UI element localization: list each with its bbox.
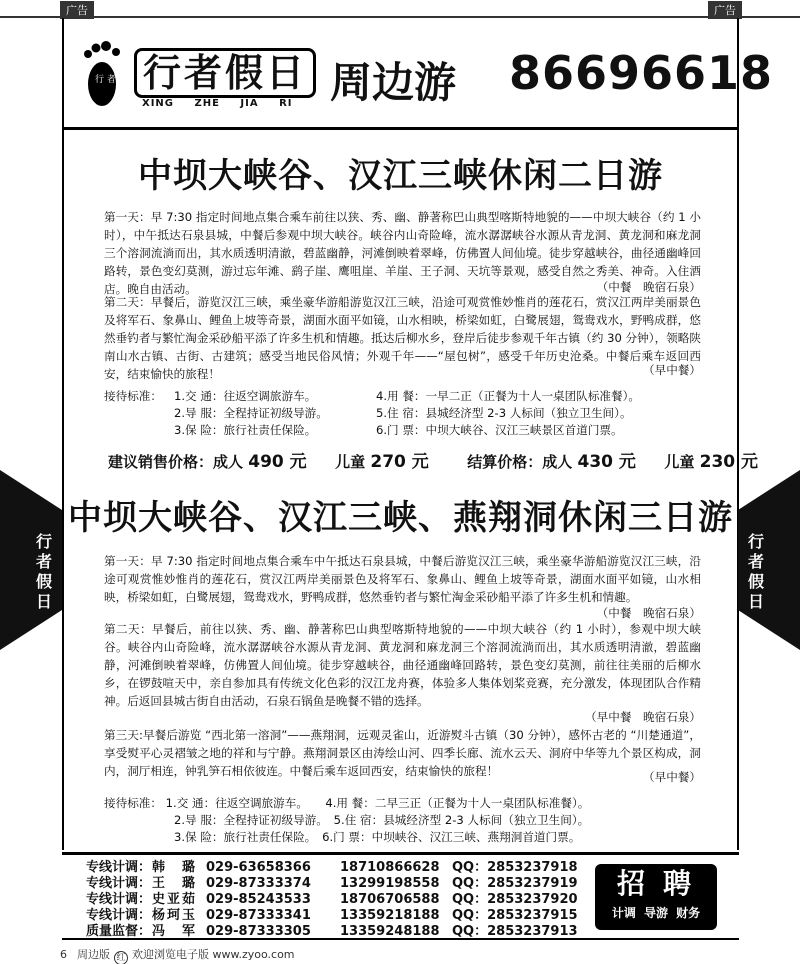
logo-name: 行者假日 [134, 48, 316, 98]
side-tag-left [0, 470, 62, 650]
tour1-day2 [104, 293, 701, 379]
tour2-day3-text: 第三天:早餐后游览 “西北第一溶洞”——燕翔洞，远观灵雀山，近游熨斗古镇（30 分钟），感怀古老的 “川楚通道”，享受熨平心灵褶皱之地的祥和与宁静。燕翔洞景区由涛绘山河、四季长廊、流水云天、洞府中华等九个景区构成，洞内，洞厅相连，钟乳笋石相依彼连。中餐后乘车返回西安，结束愉快的旅程！ [104, 728, 701, 778]
ad-header [62, 18, 774, 130]
tour2-std-item: 1.交 通：往返空调旅游车。 4.用 餐：二早三正（正餐为十人一桌团队标准餐）。 [165, 796, 590, 810]
contact-qq[interactable]: QQ：2853237920 [452, 892, 578, 907]
contact-tel[interactable]: 029-87333305 [206, 924, 311, 939]
contact-mobile[interactable]: 18710866628 [340, 860, 440, 875]
contact-qq[interactable]: QQ：2853237913 [452, 924, 578, 939]
tour2-standards [104, 795, 589, 846]
contact-tel[interactable]: 029-85243533 [206, 892, 311, 907]
contact-row [86, 908, 578, 924]
tour1-std-item: 2.导 服：全程持证初级导游。 [174, 406, 328, 420]
tour2-title: 中坝大峡谷、汉江三峡、燕翔洞休闲三日游 [68, 498, 733, 538]
contact-label: 专线计调： [86, 860, 152, 875]
tour1-standards [104, 388, 704, 440]
tour2-day1 [104, 552, 701, 622]
recruit-positions: 计调 导游 财务 [611, 906, 701, 920]
tour2-std-item: 3.保 险：旅行社责任保险。 6.门 票：中坝峡谷、汉江三峡、燕翔洞首道门票。 [174, 830, 581, 844]
contact-mobile[interactable]: 18706706588 [340, 892, 440, 907]
tour2-day1-meal: （中餐 晚宿石泉） [596, 606, 701, 620]
ad-label-right: 广告 [708, 1, 742, 19]
settle-adult-price: 430 元 [577, 452, 636, 472]
recruit-badge [595, 864, 717, 930]
contact-mobile[interactable]: 13299198558 [340, 876, 440, 891]
side-tag-left-text: 行者假日 [35, 532, 52, 611]
tour1-std-item: 1.交 通：往返空调旅游车。 [174, 389, 317, 403]
tour2-std-item: 2.导 服：全程持证初级导游。 5.住 宿：县城经济型 2-3 人标间（独立卫生间）。 [174, 813, 590, 827]
tour2-day2-text: 第二天：早餐后，前往以狭、秀、幽、静著称巴山典型喀斯特地貌的——中坝大峡谷（约 1 小时），参观中坝大峡谷。峡谷内山奇险峰，流水潺潺峡谷水源从青龙洞、黄龙洞和麻龙洞三个溶洞流淌而出，其水质透明清澈，碧蓝幽静，河滩倒映着翠峰，仿佛置人间仙境。徒步穿越峡谷，曲径通幽峰回路转，景色变幻莫测，前往往美丽的后柳水乡，在锣鼓喧天中，亲自参加具有传统文化色彩的汉江龙舟赛，体验多人集体划桨竞赛，充分激发，体现团队合作精神。后返回县城古街自由活动，石泉石锅鱼是晚餐不错的选择。 [104, 622, 701, 708]
contact-label: 专线计调： [86, 892, 152, 907]
contact-row [86, 876, 578, 892]
contact-tel[interactable]: 029-63658366 [206, 860, 311, 875]
contact-qq[interactable]: QQ：2853237919 [452, 876, 578, 891]
tour1-title: 中坝大峡谷、汉江三峡休闲二日游 [138, 156, 663, 196]
contact-mobile[interactable]: 13359218188 [340, 908, 440, 923]
contact-qq[interactable]: QQ：2853237918 [452, 860, 578, 875]
contact-row [86, 924, 578, 940]
settle-child-label: 儿童 [664, 453, 695, 471]
tour1-day1 [104, 208, 701, 296]
tour2-day3-meal: （早中餐） [643, 770, 701, 784]
side-tag-right-text: 行者假日 [747, 532, 764, 611]
hotline-number: 86696618 [509, 46, 774, 100]
ad-label-left: 广告 [60, 1, 94, 19]
tour2-day2-meal: （早中餐 晚宿石泉） [585, 710, 701, 724]
settle-child-price: 230 元 [699, 452, 759, 472]
hotline-label: 周边游 [330, 58, 457, 107]
tour1-std-item: 3.保 险：旅行社责任保险。 [174, 423, 317, 437]
tour2-day2 [104, 620, 701, 726]
circle-mark: 红 [114, 951, 128, 964]
contact-row [86, 860, 578, 876]
section-name: 周边版 [77, 948, 110, 961]
tour1-price [108, 447, 758, 472]
contact-name: 杨珂玉 [152, 908, 198, 923]
suggest-price-label: 建议销售价格：成人 [108, 453, 244, 471]
tour2-day1-text: 第一天：早 7:30 指定时间地点集合乘车中午抵达石泉县城，中餐后游览汉江三峡，乘坐豪华游船游览汉江三峡，沿途可观赏惟妙惟肖的莲花石，赏汉江两岸美丽景色及将军石、象鼻山、鲤鱼上坡等奇景，湖面水面平如镜，山水相映，桥梁如虹，白鹭展翅，鸳鸯戏水，野鸭成群，悠然垂钓者与繁忙淘金采砂船平添了许多生机和情趣。 [104, 554, 701, 604]
suggest-child-price: 270 元 [370, 452, 429, 472]
side-tag-right [738, 470, 800, 650]
suggest-adult-price: 490 元 [248, 452, 307, 472]
contact-name: 韩 璐 [152, 860, 198, 875]
tour1-day1-meal: （中餐 晚宿石泉） [596, 280, 701, 294]
tour1-day2-meal: （早中餐） [643, 363, 701, 377]
footer-text[interactable]: 欢迎浏览电子版 www.zyoo.com [132, 948, 295, 961]
suggest-child-label: 儿童 [335, 453, 366, 471]
settle-price-label: 结算价格：成人 [467, 453, 573, 471]
logo-subtitle: XING ZHE JIA RI [142, 98, 293, 109]
ad-bar [0, 0, 800, 18]
page-number: 6 [60, 948, 67, 961]
tour1-day2-text: 第二天：早餐后，游览汉江三峡，乘坐豪华游船游览汉江三峡，沿途可观赏惟妙惟肖的莲花石，赏汉江两岸美丽景色及将军石、象鼻山、鲤鱼上坡等奇景，湖面水面平如镜，山水相映，桥梁如虹，白鹭展翅，鸳鸯戏水，野鸭成群，悠然垂钓者与繁忙淘金采砂船平添了许多生机和情趣。抵达后柳水乡，登岸后徒步参观千年古镇（约 30 分钟），领略陕南山水古镇、古街、古建筑；感受当地民俗风情；外观千年——“屋包树”，感受千年历史沧桑。中餐后乘车返回西安，结束愉快的旅程！ [104, 295, 701, 381]
contact-tel[interactable]: 029-87333374 [206, 876, 311, 891]
contact-label: 专线计调： [86, 876, 152, 891]
page-footer [60, 946, 295, 964]
recruit-title: 招聘 [616, 867, 709, 900]
tour1-standards-head: 接待标准： [104, 389, 162, 403]
tour1-day1-text: 第一天：早 7:30 指定时间地点集合乘车前往以狭、秀、幽、静著称巴山典型喀斯特地貌的——中坝大峡谷（约 1 小时），中午抵达石泉县城，中餐后参观中坝大峡谷。峡谷内山奇险峰，流水潺潺峡谷水源从青龙洞、黄龙洞和麻龙洞三个溶洞流淌而出，其水质透明清澈，碧蓝幽静，河滩倒映着翠峰，仿佛置人间仙境。徒步穿越峡谷，曲径通幽峰回路转，景色变幻莫测，游过忘年滩、鹞子崖、鹰咀崖、羊崖、王子洞、天坑等景观，感受自然之秀美、神奇。入住酒店。晚自由活动。 [104, 210, 701, 296]
tour1-std-item: 6.门 票：中坝大峡谷、汉江三峡景区首道门票。 [376, 423, 623, 437]
contact-panel [62, 852, 739, 940]
contact-row [86, 892, 578, 908]
contact-label: 质量监督： [86, 924, 152, 939]
contact-name: 冯 军 [152, 924, 198, 939]
contact-name: 王 璐 [152, 876, 198, 891]
contact-label: 专线计调： [86, 908, 152, 923]
contact-tel[interactable]: 029-87333341 [206, 908, 311, 923]
contact-mobile[interactable]: 13359248188 [340, 924, 440, 939]
tour1-std-item: 4.用 餐：一早二正（正餐为十人一桌团队标准餐）。 [376, 389, 641, 403]
contact-qq[interactable]: QQ：2853237915 [452, 908, 578, 923]
footprint-logo-icon [82, 40, 122, 110]
logo-foot-text: 行 者 [95, 75, 116, 85]
tour1-std-item: 5.住 宿：县城经济型 2-3 人标间（独立卫生间）。 [376, 406, 632, 420]
tour2-standards-head: 接待标准： [104, 796, 162, 810]
tour2-day3 [104, 726, 701, 786]
contact-name: 史亚茹 [152, 892, 198, 907]
